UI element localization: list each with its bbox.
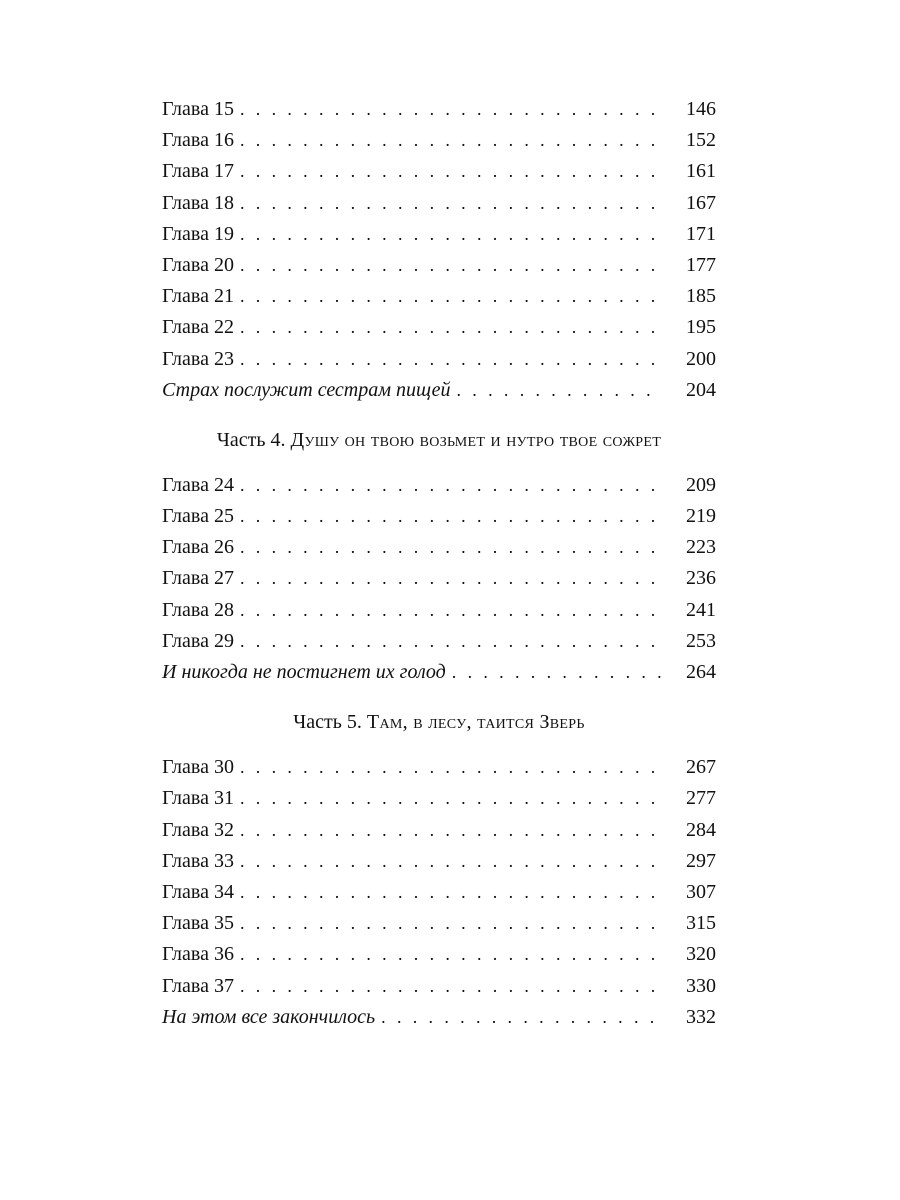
toc-entry [162, 312, 716, 343]
toc-entry-page: 161 [686, 160, 716, 183]
toc-entry [162, 532, 716, 563]
table-of-contents [162, 94, 716, 1033]
dot-leader [240, 532, 662, 563]
toc-entry-page: 152 [686, 129, 716, 152]
toc-entry-page: 267 [686, 756, 716, 779]
toc-entry [162, 375, 716, 406]
toc-entry-title: Глава 22 [162, 316, 234, 339]
dot-leader [240, 501, 662, 532]
toc-entry-title: Глава 27 [162, 567, 234, 590]
toc-entry-page: 185 [686, 285, 716, 308]
toc-entry-title: Глава 35 [162, 912, 234, 935]
toc-entry [162, 250, 716, 281]
dot-leader [240, 939, 662, 970]
toc-entry-title: Глава 28 [162, 598, 234, 621]
toc-entry-page: 330 [686, 974, 716, 997]
dot-leader [240, 815, 662, 846]
dot-leader [240, 94, 662, 125]
dot-leader [240, 312, 662, 343]
toc-entry-title: На этом все закончилось [162, 1005, 376, 1028]
toc-entry [162, 563, 716, 594]
part-heading [162, 425, 716, 455]
dot-leader [240, 250, 662, 281]
part-number: Часть 4. [216, 428, 286, 451]
toc-entry-page: 209 [686, 473, 716, 496]
toc-entry-title: Страх послужит сестрам пищей [162, 378, 451, 401]
toc-entry [162, 783, 716, 814]
dot-leader [240, 219, 662, 250]
toc-entry [162, 344, 716, 375]
toc-entry-page: 146 [686, 98, 716, 120]
toc-entry-page: 297 [686, 849, 716, 872]
toc-entry-title: Глава 15 [162, 98, 234, 120]
toc-entry-title: Глава 23 [162, 347, 234, 370]
part-title: Там, в лесу, таится Зверь [366, 711, 585, 734]
toc-entry-title: Глава 19 [162, 222, 234, 245]
toc-entry [162, 281, 716, 312]
dot-leader [240, 783, 662, 814]
dot-leader [240, 971, 662, 1002]
dot-leader [240, 156, 662, 187]
toc-entry-title: Глава 29 [162, 629, 234, 652]
toc-entry-page: 167 [686, 191, 716, 214]
toc-entry [162, 219, 716, 250]
toc-entry-title: Глава 16 [162, 129, 234, 152]
toc-entry-page: 236 [686, 567, 716, 590]
toc-entry [162, 125, 716, 156]
toc-entry-title: И никогда не постигнет их голод [162, 661, 446, 683]
toc-entry [162, 470, 716, 501]
toc-entry [162, 846, 716, 877]
toc-entry-title: Глава 37 [162, 974, 234, 997]
toc-entry-title: Глава 32 [162, 818, 234, 841]
toc-entry-page: 332 [686, 1005, 716, 1028]
dot-leader [240, 846, 662, 877]
toc-entry [162, 971, 716, 1002]
toc-entry [162, 188, 716, 219]
toc-entry-title: Глава 18 [162, 191, 234, 214]
toc-entry-title: Глава 20 [162, 253, 234, 276]
toc-entry [162, 815, 716, 846]
toc-entry [162, 657, 716, 688]
toc-entry-title: Глава 36 [162, 943, 234, 966]
dot-leader [452, 657, 662, 688]
dot-leader [457, 375, 663, 406]
toc-entry [162, 94, 716, 125]
toc-entry-page: 219 [686, 505, 716, 528]
part-heading [162, 707, 716, 737]
toc-entry-title: Глава 24 [162, 473, 234, 496]
toc-entry-page: 253 [686, 629, 716, 652]
toc-entry-title: Глава 31 [162, 787, 234, 810]
toc-entry-page: 320 [686, 943, 716, 966]
dot-leader [240, 752, 662, 783]
toc-entry-page: 315 [686, 912, 716, 935]
dot-leader [240, 188, 662, 219]
toc-entry-title: Глава 17 [162, 160, 234, 183]
toc-entry-title: Глава 26 [162, 536, 234, 559]
toc-entry-title: Глава 21 [162, 285, 234, 308]
toc-entry-title: Глава 34 [162, 880, 234, 903]
dot-leader [240, 125, 662, 156]
dot-leader [240, 908, 662, 939]
toc-entry [162, 908, 716, 939]
toc-entry-page: 307 [686, 880, 716, 903]
toc-entry-page: 195 [686, 316, 716, 339]
dot-leader [240, 626, 662, 657]
part-title: Душу он твою возьмет и нутро твое сожрет [290, 428, 662, 451]
toc-group [162, 94, 716, 406]
toc-entry-page: 200 [686, 347, 716, 370]
toc-group [162, 470, 716, 688]
toc-entry-page: 277 [686, 787, 716, 810]
toc-entry-page: 284 [686, 818, 716, 841]
toc-entry [162, 156, 716, 187]
dot-leader [240, 563, 662, 594]
toc-entry [162, 752, 716, 783]
toc-entry-page: 223 [686, 536, 716, 559]
toc-entry-page: 171 [686, 222, 716, 245]
toc-entry-page: 264 [686, 661, 716, 683]
dot-leader [240, 344, 662, 375]
dot-leader [240, 595, 662, 626]
toc-entry [162, 626, 716, 657]
toc-entry-title: Глава 30 [162, 756, 234, 779]
toc-entry [162, 1002, 716, 1033]
toc-entry [162, 877, 716, 908]
dot-leader [240, 470, 662, 501]
toc-entry-page: 204 [686, 378, 716, 401]
dot-leader [381, 1002, 662, 1033]
dot-leader [240, 877, 662, 908]
toc-entry-page: 241 [686, 598, 716, 621]
toc-entry [162, 501, 716, 532]
toc-group [162, 752, 716, 1033]
toc-entry [162, 939, 716, 970]
toc-entry [162, 595, 716, 626]
dot-leader [240, 281, 662, 312]
toc-entry-page: 177 [686, 253, 716, 276]
toc-entry-title: Глава 33 [162, 849, 234, 872]
part-number: Часть 5. [293, 711, 362, 734]
toc-entry-title: Глава 25 [162, 505, 234, 528]
